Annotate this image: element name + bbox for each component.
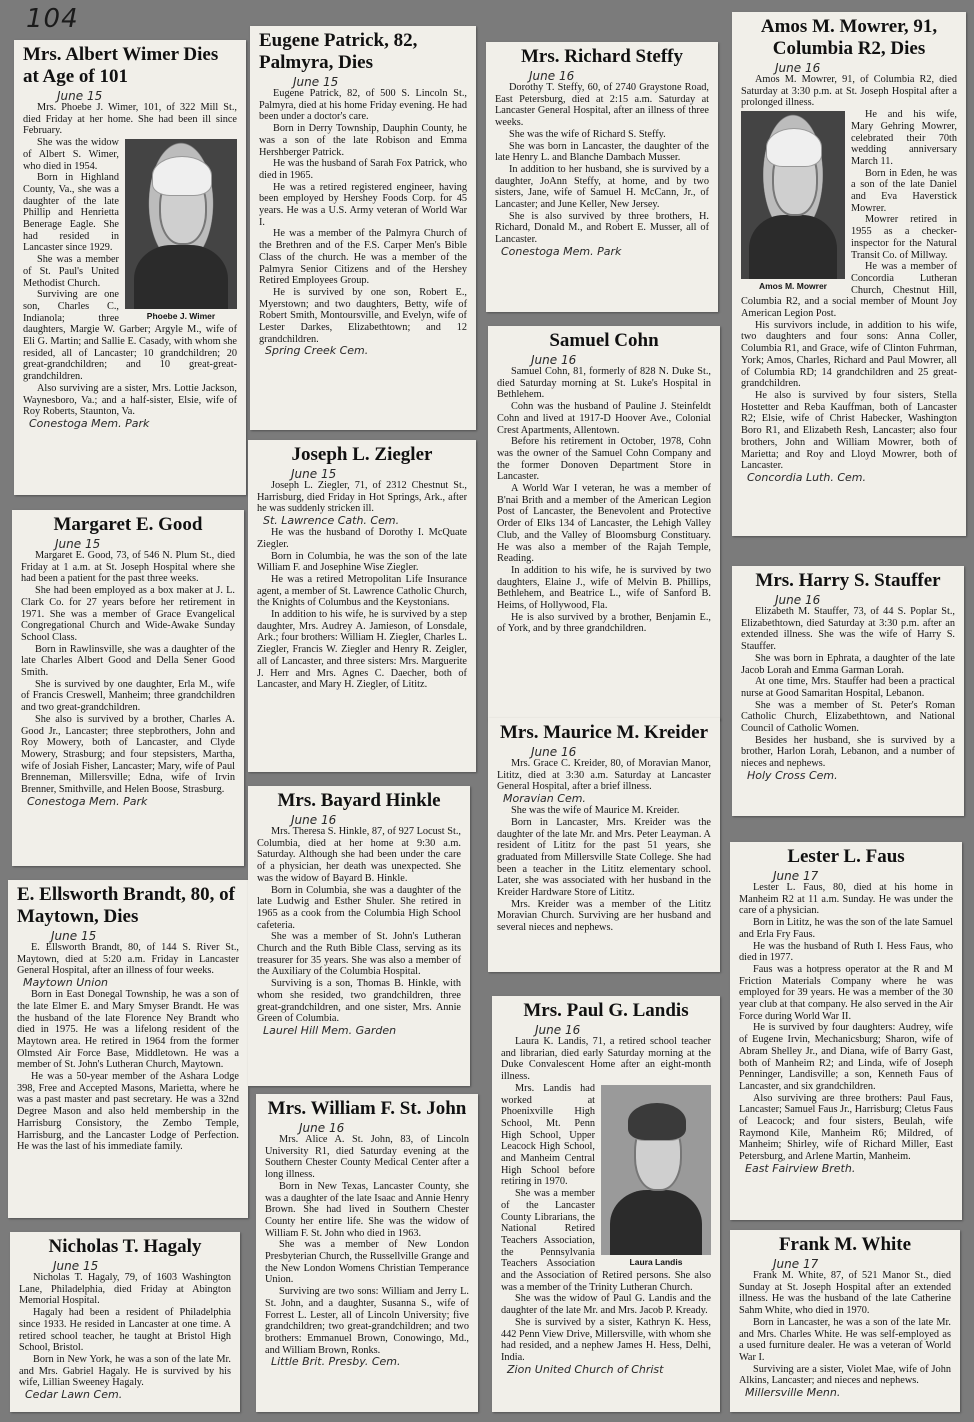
photo-caption: Laura Landis — [629, 1256, 683, 1267]
portrait-image — [601, 1085, 711, 1255]
obituary-paragraph: Surviving are one son, Charles C., Indianola; three daughters, Margie W. Garber; Argyle M., wife of Eli G. Martin; and Sallie E. Casady, with whom she resided, all of Lancaster; 10 grandchildren; 20 great-grandchildren; and 10 great-great-grandchildren. — [23, 289, 237, 383]
obituary-paragraph: His survivors include, in addition to his wife, two daughters and four sons: Anna Coller, Columbia R1, and Grace, wife of Clinton Fuhrman, York; Amos, Charles, Richard and Paul Mowrer, all of Columbia RD; 14 grandchildren and 25 great-grandchildren. — [741, 319, 957, 390]
handwritten-date-note: June 16 — [535, 1023, 581, 1037]
handwritten-date-note: June 15 — [53, 1259, 99, 1273]
obituary-paragraph: Besides her husband, she is survived by a brother, Harlon Lorah, Lebanon, and a number of nieces and nephews. — [741, 734, 955, 770]
handwritten-cemetery-note: Cedar Lawn Cem. — [25, 1388, 123, 1402]
obituary-paragraph: She was a member of New London Presbyterian Church, the Russellville Grange and the New London Womens Christian Temperance Union. — [265, 1239, 469, 1286]
obituary-paragraph: Mrs. Kreider was a member of the Lititz Moravian Church. Surviving are her husband and several nieces and nephews. — [497, 898, 711, 934]
obituary-paragraph: She was the wife of Richard S. Steffy. — [509, 128, 666, 140]
obituary-paragraph: Eugene Patrick, 82, of 500 S. Lincoln St., Palmyra, died at his home Friday evening. He had been under a doctor's care. — [259, 88, 467, 123]
obituary-paragraph: She was born in Lancaster, the daughter of the late Henry L. and Blanche Dambach Musser. — [495, 140, 709, 164]
handwritten-date-note: June 16 — [529, 69, 575, 83]
clipping-ziegler — [248, 440, 476, 772]
obituary-paragraph: Born in Eden, he was a son of the late Daniel and Eva Haverstick Mowrer. — [851, 167, 957, 214]
obituary-paragraph: Dorothy T. Steffy, 60, of 2740 Graystone Road, East Petersburg, died at 2:15 a.m. Saturday at Lancaster General Hospital, after an illness of three weeks. — [495, 82, 709, 129]
clipping-mowrer — [732, 12, 966, 536]
obituary-paragraph: In addition to her husband, she is survived by a daughter, JoAnn Steffy, at home, and by two sisters, Jane, wife of Samuel H. McCann, Jr., of Lancaster; and June Keller, New Jersey. — [495, 163, 709, 211]
obituary-paragraph: Nicholas T. Hagaly, 79, of 1603 Washington Lane, Philadelphia, died Friday at Abington Memorial Hospital. — [19, 1272, 231, 1307]
obituary-paragraph: She was the widow of Paul G. Landis and the daughter of the late Mr. and Mrs. Jacob P. Kready. — [501, 1293, 711, 1317]
obituary-headline: Frank M. White — [778, 1234, 912, 1255]
obituary-paragraph: Joseph L. Ziegler, 71, of 2312 Chestnut St., Harrisburg, died Friday in Hot Springs, Ark., after he was suddenly stricken ill. — [257, 480, 467, 515]
obituary-paragraph: He was a retired registered engineer, having been employed by Hershey Foods Corp. for 45 years. He was a U.S. Army veteran of World War I. — [259, 181, 467, 228]
clipping-cohn — [488, 326, 720, 720]
obituary-paragraph: She was the widow of Albert S. Wimer, who died in 1954. — [23, 137, 119, 172]
obituary-headline: E. Ellsworth Brandt, 80, of Maytown, Dies — [17, 884, 235, 927]
obituary-paragraph: She was a member of St. John's Lutheran Church and the Ruth Bible Class, serving as its treasurer for 35 years. She was also a member of the Auxiliary of the Columbia Hospital. — [257, 931, 461, 978]
portrait-image — [741, 111, 845, 279]
obituary-paragraph: She is survived by a sister, Kathryn K. Hess, 442 Penn View Drive, Millersville, with whom she had resided, and a nephew James H. Hess, Delhi, India. — [501, 1316, 711, 1363]
portrait-body — [610, 1190, 702, 1255]
portrait-hair — [627, 1102, 686, 1141]
clipping-brandt — [8, 880, 248, 1218]
handwritten-date-note: June 16 — [775, 593, 821, 607]
obituary-paragraph: She was a member of St. Paul's United Methodist Church. — [23, 254, 119, 289]
clipping-good — [12, 510, 244, 866]
handwritten-date-note: June 15 — [293, 75, 339, 89]
clipping-kreider — [488, 718, 720, 972]
handwritten-cemetery-note: Zion United Church of Christ — [507, 1362, 664, 1376]
obituary-paragraph: Mowrer retired in 1955 as a checker-inspector for the Natural Transit Co. of Millway. — [851, 214, 957, 261]
handwritten-date-note: June 15 — [55, 537, 101, 551]
obituary-paragraph: She was born in Ephrata, a daughter of the late Jacob Lorah and Emma Garman Lorah. — [741, 652, 955, 676]
obituary-paragraph: Mrs. Theresa S. Hinkle, 87, of 927 Locust St., Columbia, died at her home at 9:30 a.m. Saturday. Although she had been under the care of a physician, her death was unexpected. She was the widow of Bayard B. Hinkle. — [257, 826, 461, 884]
obituary-paragraph: Mrs. Landis had worked at Phoenixville High School, Mt. Penn High School, Upper Leacock High School, and Manheim Central High School before retiring in 1970. — [501, 1082, 595, 1188]
clipping-white — [730, 1230, 960, 1412]
obituary-paragraph: Elizabeth M. Stauffer, 73, of 44 S. Poplar St., Elizabethtown, died Saturday at 3:30 p.m. after an extended illness. She was the wife of Harry S. Stauffer. — [741, 606, 955, 653]
handwritten-date-note: June 16 — [531, 353, 577, 367]
handwritten-date-note: June 17 — [773, 869, 819, 883]
page-number: 104 — [26, 4, 79, 34]
obituary-paragraph: He also is survived by four sisters, Stella Hostetter and Reba Kauffman, both of Lancaster R2; Elsie, wife of Christ Habecker, Washington Boro R1, and Elizabeth Resh, Lancaster; also four brothers, John and William Mowrer, both of Marietta; and Roy and Lloyd Mowrer, both of Lancaster. — [741, 389, 957, 472]
obituary-paragraph: Born in Highland County, Va., she was a daughter of the late Phillip and Henrietta Benerage Eagle. She had resided in Lancaster since 1929. — [23, 172, 119, 254]
obituary-paragraph: In addition to his wife, he is survived by a step daughter, Mrs. Audrey A. Jamieson, of Lonsdale, Ark.; four brothers: William H. Ziegler, Charles L. Ziegler, Francis W. Ziegler and Henry R. Zeigler, all of Lancaster, and three sisters: Mrs. Marguerite J. Herr and Mrs. Agnes C. Daecher, both of Lancaster, and Mary H. Ziegler, of Lititz. — [257, 609, 467, 691]
obituary-headline: Margaret E. Good — [53, 514, 203, 535]
obituary-headline: Samuel Cohn — [549, 330, 659, 351]
obituary-photo — [741, 111, 845, 291]
obituary-paragraph: Samuel Cohn, 81, formerly of 828 N. Duke St., died Saturday morning at St. Luke's Hospital in Bethlehem. — [497, 366, 711, 401]
obituary-paragraph: Born in Lancaster, he was a son of the late Mr. and Mrs. Charles White. He was self-employed as a used furniture dealer. He was a veteran of World War I. — [739, 1316, 951, 1363]
obituary-paragraph: In addition to his wife, he is survived by two daughters, Elaine J., wife of Melvin B. Phillips, Bethlehem, and Beatrice L., wife of Sanford B. Heims, of Hollywood, Fla. — [497, 564, 711, 612]
obituary-paragraph: Surviving are a sister, Violet Mae, wife of John Alkins, Lancaster; and nieces and nephews. — [739, 1363, 951, 1387]
handwritten-date-note: June 16 — [775, 61, 821, 75]
clipping-patrick — [250, 26, 476, 430]
handwritten-cemetery-note: Maytown Union — [23, 976, 109, 990]
obituary-paragraph: Born in Columbia, he was the son of the late William F. and Josephine Wise Ziegler. — [257, 550, 467, 574]
obituary-headline: Nicholas T. Hagaly — [48, 1236, 202, 1257]
obituary-paragraph: She had been employed as a box maker at J. L. Clark Co. for 27 years before her retirement in 1971. She was a member of Grace Evangelical Congregational Church and Wide-Awake Sunday School Class. — [21, 585, 235, 643]
clipping-landis — [492, 996, 720, 1412]
clipping-stauffer — [732, 566, 964, 816]
obituary-paragraph: Born in Lancaster, Mrs. Kreider was the daughter of the late Mr. and Mrs. Peter Leayman. A resident of Lititz for the past 51 years, she graduated from Millersville State College. She had been a teacher in the Lititz elementary school. Later, she was associated with her husband in the Kreider Hardware Store of Lititz. — [497, 816, 711, 899]
obituary-paragraph: He was a member of Concordia Lutheran Church, Chestnut Hill, Columbia R2, and a social member of Mount Joy American Legion Post. — [741, 261, 957, 320]
obituary-paragraph: Surviving are two sons: William and Jerry L. St. John, and a daughter, Susanna S., wife of Forrest L. Lester, all of Lincoln University; five grandchildren; two great-grandchildren; and two brothers: Emmanuel Brown, Conowingo, Md., and William Brown, Ronks. — [265, 1286, 469, 1356]
obituary-paragraph: Mrs. Phoebe J. Wimer, 101, of 322 Mill St., died Friday at her home. She had been ill since February. — [23, 102, 237, 137]
obituary-paragraph: He was a 50-year member of the Ashara Lodge 398, Free and Accepted Masons, Marietta, where he was a past master and past secretary. He was a 32nd Degree Mason and also held membership in the Harrisburg Consistory, the Zembo Temple, Harrisburg, and the Lancaster Lodge of Perfection. He was the last of his immediate family. — [17, 1071, 239, 1153]
handwritten-date-note: June 15 — [57, 89, 103, 103]
obituary-paragraph: He was the husband of Sarah Fox Patrick, who died in 1965. — [259, 158, 467, 181]
clipping-hinkle — [248, 786, 470, 1086]
portrait-hair — [152, 156, 212, 195]
obituary-paragraph: Born in Derry Township, Dauphin County, he was a son of the late Robison and Emma Hershberger Patrick. — [259, 123, 467, 158]
obituary-paragraph: He was the husband of Ruth I. Hess Faus, who died in 1977. — [739, 940, 953, 964]
obituary-paragraph: He was a retired Metropolitan Life Insurance agent, a member of St. Lawrence Catholic Church, the Knights of Columbus and the Keystonians. — [257, 573, 467, 609]
obituary-headline: Mrs. Harry S. Stauffer — [755, 570, 941, 591]
obituary-paragraph: Also surviving are a sister, Mrs. Lottie Jackson, Waynesboro, Va.; and a half-sister, Elsie, wife of Roy Roberts, Staunton, Va. — [23, 382, 237, 418]
portrait-body — [134, 245, 228, 310]
obituary-paragraph: She was a member of the Lancaster County Librarians, the National Retired Teachers Association, the Pennsylvania Teachers Association and the Association of Retired persons. She also was a member of the Trinity Lutheran Church. — [501, 1188, 711, 1293]
obituary-paragraph: He is also survived by a brother, Benjamin E., of York, and by three grandchildren. — [497, 611, 711, 635]
obituary-paragraph: Mrs. Grace C. Kreider, 80, of Moravian Manor, Lititz, died at 3:30 a.m. Saturday at Lancaster General Hospital, after a brief illness. — [497, 758, 711, 793]
obituary-paragraph: Cohn was the husband of Pauline J. Steinfeldt Cohn and lived at 1917-D Hoover Ave., Colonial Crest Apartments, Allentown. — [497, 401, 711, 436]
obituary-headline: Eugene Patrick, 82, Palmyra, Dies — [259, 30, 418, 73]
obituary-headline: Mrs. Richard Steffy — [521, 46, 683, 67]
handwritten-cemetery-note: Millersville Menn. — [745, 1386, 841, 1400]
portrait-image — [125, 139, 237, 309]
obituary-paragraph: He and his wife, Mary Gehring Mowrer, celebrated their 70th wedding anniversary March 11. — [851, 109, 957, 167]
obituary-paragraph: He is survived by four daughters: Audrey, wife of Eugene Irvin, Mechanicsburg; Sharon, wife of Abram Shelley Jr., and Diana, wife of Barry Gast, both of Manheim R2; and Linda, wife of Joseph Penninger, Landisville; a son, Kenneth Faus of Lancaster, and six grandchildren. — [739, 1022, 953, 1092]
obituary-paragraph: She is also survived by three brothers, H. Richard, Donald M., and Robert E. Musser, all of Lancaster. — [495, 210, 709, 246]
handwritten-cemetery-note: St. Lawrence Cath. Cem. — [263, 514, 400, 528]
obituary-paragraph: Born in Columbia, she was a daughter of the late Ludwig and Esther Shuler. She retired in 1965 as a cook from the Columbia High School cafeteria. — [257, 884, 461, 931]
obituary-paragraph: Mrs. Alice A. St. John, 83, of Lincoln University R1, died Saturday evening at the Southern Chester County Medical Center after a long illness. — [265, 1134, 469, 1181]
obituary-paragraph: He was a member of the Palmyra Church of the Brethren and of the F.S. Carper Men's Bible Class of the church. He was a member of the Palmyra Senior Citizens and of the Hershey Retired Employees Group. — [259, 228, 467, 287]
obituary-headline: Mrs. Albert Wimer Dies at Age of 101 — [23, 44, 219, 87]
handwritten-cemetery-note: Conestoga Mem. Park — [501, 244, 622, 258]
clipping-stjohn — [256, 1094, 478, 1412]
handwritten-date-note: June 16 — [291, 813, 337, 827]
clipping-faus — [730, 842, 962, 1220]
obituary-paragraph: A World War I veteran, he was a member of B'nai Brith and a member of the American Legion Post of Lancaster, the Benevolent and Protective Order of Elks 134 of Lancaster, the Lehigh Valley Club, and the Valley of Bloomsburg Constituary. He was also a member of the Rajah Temple, Reading. — [497, 483, 711, 565]
obituary-paragraph: Born in East Donegal Township, he was a son of the late Elmer E. and Mary Smyser Brandt. He was the husband of the late Florence Ney Brandt who died in 1975. He was a lifelong resident of the Maytown area. He retired in 1964 from the former Olmsted Air Force Base, Middletown. He was a member of St. John's Lutheran Church, Maytown. — [17, 989, 239, 1071]
handwritten-cemetery-note: Concordia Luth. Cem. — [747, 470, 866, 484]
obituary-headline: Mrs. Paul G. Landis — [523, 1000, 689, 1021]
obituary-paragraph: She also is survived by a brother, Charles A. Good Jr., Lancaster; three stepbrothers, John and Roy Mowery, both of Lancaster, and Clyde Mowery, Strasburg; and four stepsisters, Martha, wife of Josiah Fisher, Lancaster; Mary, wife of Paul Brenneman, Millersville; Edna, wife of Irvin Brenner, Smithville, and Helen Boose, Strasburg. — [21, 713, 235, 796]
obituary-paragraph: She was a member of St. Peter's Roman Catholic Church, Elizabethtown, and National Council of Catholic Women. — [741, 699, 955, 735]
clipping-hagaly — [10, 1232, 240, 1412]
obituary-headline: Mrs. Maurice M. Kreider — [499, 722, 709, 743]
obituary-paragraph: At one time, Mrs. Stauffer had been a practical nurse at Good Samaritan Hospital, Lebanon. — [741, 676, 955, 699]
clipping-steffy — [486, 42, 718, 312]
obituary-headline: Amos M. Mowrer, 91, Columbia R2, Dies — [760, 16, 938, 59]
handwritten-date-note: June 16 — [531, 745, 577, 759]
handwritten-cemetery-note: Laurel Hill Mem. Garden — [263, 1023, 397, 1037]
clipping-wimer — [14, 40, 246, 495]
handwritten-cemetery-note: Spring Creek Cem. — [265, 344, 369, 358]
obituary-paragraph: She was the wife of Maurice M. Kreider. — [511, 805, 680, 817]
portrait-body — [749, 215, 836, 279]
obituary-paragraph: Lester L. Faus, 80, died at his home in Manheim R2 at 11 a.m. Sunday. He was under the care of a physician. — [739, 882, 953, 917]
obituary-paragraph: Surviving is a son, Thomas B. Hinkle, with whom she resided, two grandchildren, three great-grandchildren, and one sister, Mrs. Annie Green of Columbia. — [257, 978, 461, 1025]
obituary-paragraph: Frank M. White, 87, of 521 Manor St., died Sunday at St. Joseph Hospital after an extended illness. He was the husband of the late Catherine Sahm White, who died in 1970. — [739, 1270, 951, 1317]
obituary-paragraph: Laura K. Landis, 71, a retired school teacher and librarian, died early Saturday morning at the Duke Convalescent Home after an eight-month illness. — [501, 1036, 711, 1083]
obituary-paragraph: Also surviving are three brothers: Paul Faus, Lancaster; Samuel Faus Jr., Harrisburg; Cletus Faus of Leacock; and four sisters, Beulah, wife Raymond Kile, Manheim R6; Mildred, of Manheim; Shirley, wife of Richard Miller, East Petersburg, and Arlene Martin, Manheim. — [739, 1092, 953, 1163]
handwritten-cemetery-note: Holy Cross Cem. — [747, 768, 838, 782]
handwritten-cemetery-note: East Fairview Breth. — [745, 1161, 856, 1175]
obituary-paragraph: Hagaly had been a resident of Philadelphia since 1933. He resided in Lancaster at one time. A retired school teacher, he taught at Bristol High School, Bristol. — [19, 1307, 231, 1354]
obituary-headline: Mrs. Bayard Hinkle — [277, 790, 441, 811]
obituary-paragraph: He was the husband of Dorothy I. McQuate Ziegler. — [257, 527, 467, 550]
obituary-paragraph: Born in New Texas, Lancaster County, she was a daughter of the late Isaac and Annie Henry Brown. She had lived in Southern Chester County her entire life. She was the widow of William F. St. John who died in 1963. — [265, 1180, 469, 1239]
obituary-paragraph: Amos M. Mowrer, 91, of Columbia R2, died Saturday at 3:30 p.m. at St. Joseph Hospital after a prolonged illness. — [741, 74, 957, 109]
obituary-paragraph: Before his retirement in October, 1978, Cohn was the owner of the Samuel Cohn Company and the former Donoven Department Store in Lancaster. — [497, 436, 711, 483]
obituary-photo — [125, 139, 237, 321]
handwritten-cemetery-note: Conestoga Mem. Park — [29, 416, 150, 430]
obituary-photo — [601, 1085, 711, 1267]
photo-caption: Amos M. Mowrer — [758, 281, 827, 292]
obituary-headline: Joseph L. Ziegler — [291, 444, 433, 465]
photo-caption: Phoebe J. Wimer — [146, 311, 216, 322]
obituary-paragraph: Margaret E. Good, 73, of 546 N. Plum St., died Friday at 1 a.m. at St. Joseph Hospital where she had been a patient for the past three weeks. — [21, 550, 235, 585]
obituary-paragraph: Born in New York, he was a son of the late Mr. and Mrs. Gabriel Hagaly. He is survived by his wife, Lillian Sweeney Hagaly. — [19, 1353, 231, 1389]
obituary-paragraph: Born in Lititz, he was the son of the late Samuel and Erla Fry Faus. — [739, 917, 953, 940]
portrait-hair — [766, 128, 822, 167]
obituary-headline: Lester L. Faus — [787, 846, 905, 867]
obituary-paragraph: Born in Rawlinsville, she was a daughter of the late Charles Albert Good and Della Sener Good Smith. — [21, 643, 235, 679]
obituary-paragraph: He is survived by one son, Robert E., Myerstown; and two daughters, Betty, wife of Robert Smith, Montoursville, and Evelyn, wife of Lester Darkes, Elizabethtown; and 12 grandchildren. — [259, 286, 467, 345]
obituary-headline: Mrs. William F. St. John — [267, 1098, 467, 1119]
handwritten-date-note: June 17 — [773, 1257, 819, 1271]
obituary-paragraph: She is survived by one daughter, Erla M., wife of Francis Creswell, Manheim; three grandchildren and two great-grandchildren. — [21, 678, 235, 714]
handwritten-cemetery-note: Conestoga Mem. Park — [27, 794, 148, 808]
handwritten-date-note: June 15 — [51, 929, 97, 943]
obituary-paragraph: Faus was a hotpress operator at the R and M Friction Materials Company where he was employed for 39 years. He was a member of the 30 year club at that company. He also served in the Air Force during World War II. — [739, 963, 953, 1022]
handwritten-cemetery-note: Moravian Cem. — [503, 792, 586, 806]
handwritten-date-note: June 16 — [299, 1121, 345, 1135]
handwritten-cemetery-note: Little Brit. Presby. Cem. — [271, 1355, 401, 1369]
handwritten-date-note: June 15 — [291, 467, 337, 481]
obituary-paragraph: E. Ellsworth Brandt, 80, of 144 S. River St., Maytown, died at 5:20 a.m. Friday in Lancaster General Hospital, after an illness of four weeks. — [17, 942, 239, 977]
